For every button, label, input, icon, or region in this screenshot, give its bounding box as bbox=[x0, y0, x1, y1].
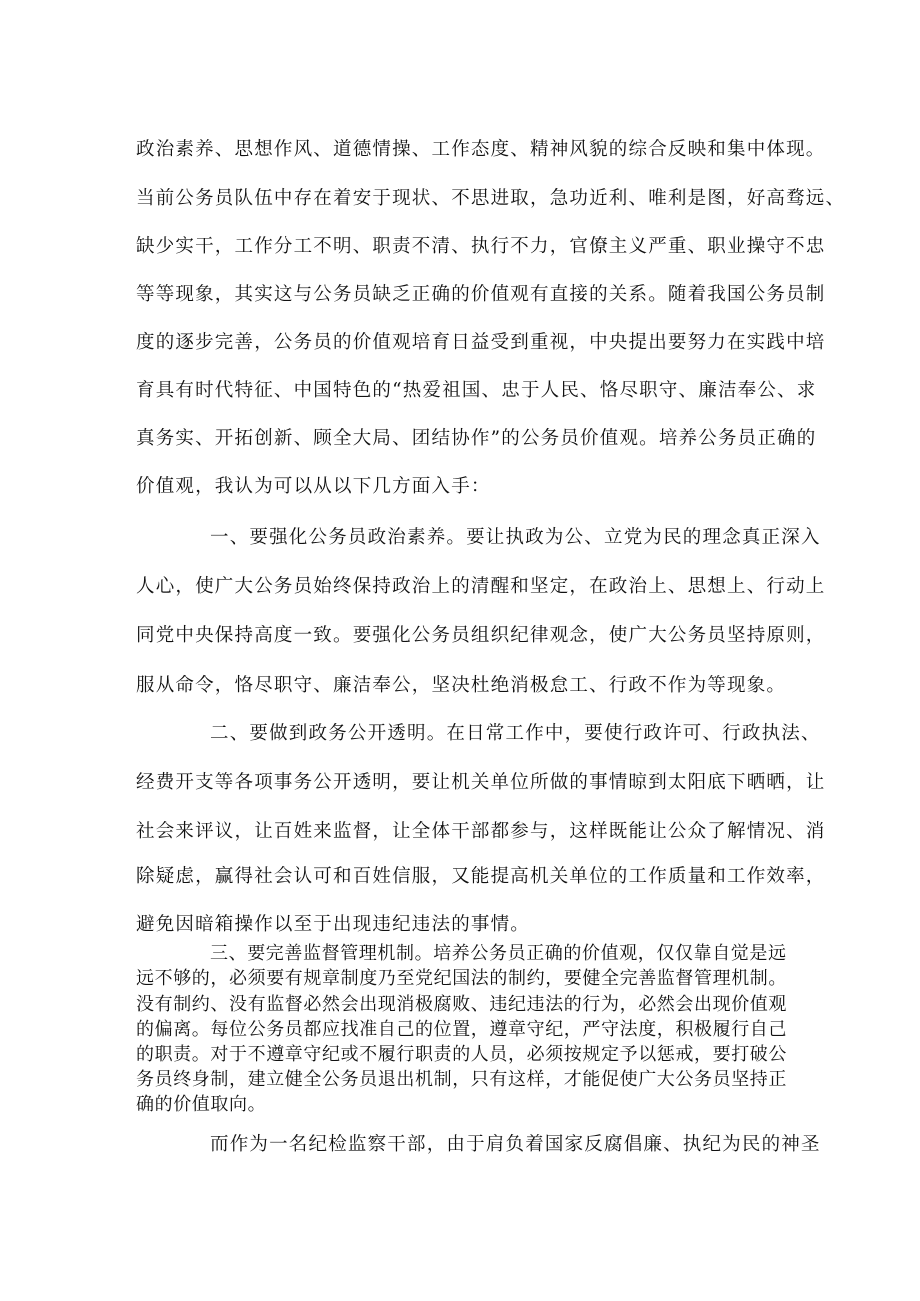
text-line: 服从命令，恪尽职守、廉洁奉公，坚决杜绝消极怠工、行政不作为等现象。 bbox=[136, 675, 787, 696]
text-line: 育具有时代特征、中国特色的“热爱祖国、忠于人民、恪尽职守、廉洁奉公、求 bbox=[136, 380, 817, 401]
text-line: 经费开支等各项事务公开透明，要让机关单位所做的事情晾到太阳底下晒晒，让 bbox=[136, 772, 826, 793]
text-line: 避免因暗箱操作以至于出现违纪违法的事情。 bbox=[136, 914, 531, 935]
text-line: 务员终身制，建立健全公务员退出机制，只有这样，才能促使广大公务员坚持正 bbox=[136, 1069, 787, 1090]
text-line: 除疑虑，赢得社会认可和百姓信服，又能提高机关单位的工作质量和工作效率， bbox=[136, 866, 826, 887]
text-line: 的偏离。每位公务员都应找准自己的位置，遵章守纪，严守法度，积极履行自己 bbox=[136, 1019, 787, 1040]
text-line: 人心，使广大公务员始终保持政治上的清醒和坚定，在政治上、思想上、行动上 bbox=[136, 576, 826, 597]
text-line: 价值观，我认为可以从以下几方面入手： bbox=[136, 476, 491, 497]
text-line: 确的价值取向。 bbox=[136, 1094, 267, 1115]
text-line: 同党中央保持高度一致。要强化公务员组织纪律观念，使广大公务员坚持原则， bbox=[136, 625, 826, 646]
text-line: 政治素养、思想作风、道德情操、工作态度、精神风貌的综合反映和集中体现。 bbox=[136, 139, 826, 160]
paragraph-heading-2: 二、要做到政务公开透明。在日常工作中，要使行政许可、行政执法、 bbox=[210, 723, 821, 744]
text-line: 等等现象，其实这与公务员缺乏正确的价值观有直接的关系。随着我国公务员制 bbox=[136, 284, 826, 305]
text-line: 社会来评议，让百姓来监督，让全体干部都参与，这样既能让公众了解情况、消 bbox=[136, 821, 826, 842]
text-line: 远不够的，必须要有规章制度乃至党纪国法的制约，要健全完善监督管理机制。 bbox=[136, 968, 787, 989]
paragraph-heading-1: 一、要强化公务员政治素养。要让执政为公、立党为民的理念真正深入 bbox=[210, 527, 821, 548]
text-line: 的职责。对于不遵章守纪或不履行职责的人员，必须按规定予以惩戒，要打破公 bbox=[136, 1044, 787, 1065]
text-line: 真务实、开拓创新、顾全大局、团结协作”的公务员价值观。培养公务员正确的 bbox=[136, 428, 817, 449]
text-line: 缺少实干，工作分工不明、职责不清、执行不力，官僚主义严重、职业操守不忠 bbox=[136, 236, 826, 257]
text-line: 没有制约、没有监督必然会出现消极腐败、违纪违法的行为，必然会出现价值观 bbox=[136, 994, 787, 1015]
paragraph-heading-3: 三、要完善监督管理机制。培养公务员正确的价值观，仅仅靠自觉是远 bbox=[210, 943, 787, 964]
paragraph-start: 而作为一名纪检监察干部，由于肩负着国家反腐倡廉、执纪为民的神圣 bbox=[210, 1134, 821, 1155]
text-line: 当前公务员队伍中存在着安于现状、不思进取，急功近利、唯利是图，好高骛远、 bbox=[136, 188, 846, 209]
text-line: 度的逐步完善，公务员的价值观培育日益受到重视，中央提出要努力在实践中培 bbox=[136, 332, 826, 353]
